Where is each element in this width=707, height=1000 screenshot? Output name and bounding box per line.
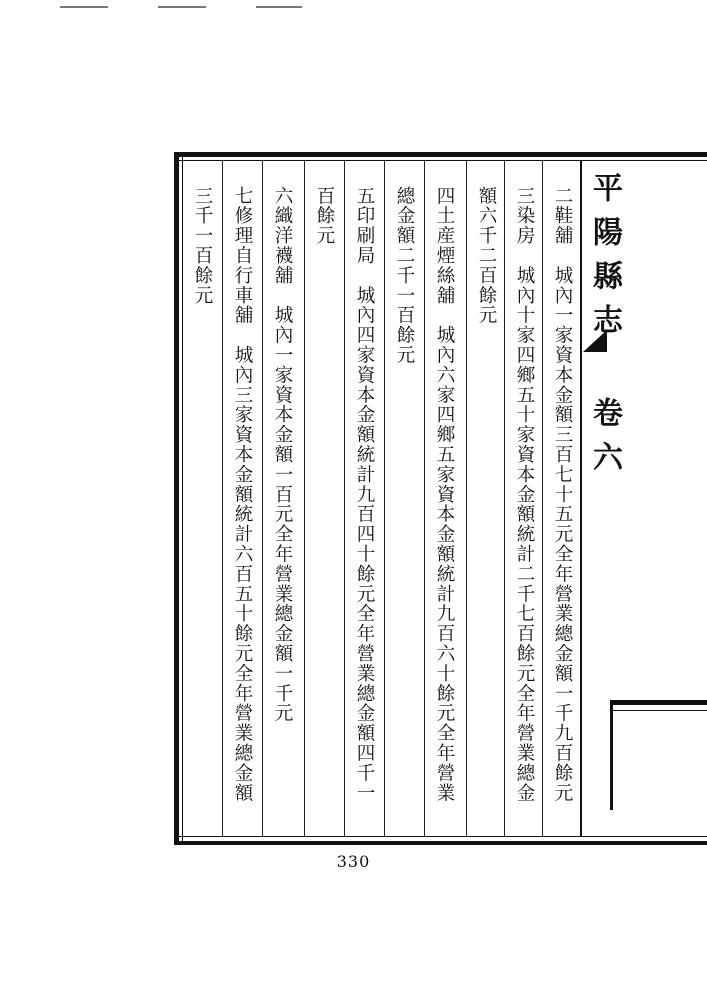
frame-bottom-border — [174, 841, 707, 845]
frame-left-inner-border — [182, 152, 183, 844]
fishtail-mark — [583, 330, 607, 352]
text-column: 七修理自行車舖 城內三家資本金額統計六百五十餘元全年營業總金額 — [232, 186, 253, 803]
column-rule — [424, 160, 425, 836]
text-column: 五印刷局 城內四家資本金額統計九百四十餘元全年營業總金額四千一 — [354, 186, 375, 803]
column-rule — [504, 160, 505, 836]
frame-bottom-inner-border — [174, 836, 707, 837]
text-column: 三染房 城內十家四鄉五十家資本金額統計二千七百餘元全年營業總金 — [514, 186, 535, 803]
top-rule-3 — [256, 6, 302, 8]
top-rule-1 — [60, 6, 108, 8]
column-rule — [344, 160, 345, 836]
text-column: 六織洋襪舖 城內一家資本金額一百元全年營業總金額一千元 — [272, 186, 293, 724]
banxin-lower-bracket — [610, 700, 613, 810]
page-number: 330 — [336, 852, 371, 871]
text-column: 總金額二千一百餘元 — [394, 186, 415, 366]
frame-left-border — [174, 152, 179, 844]
column-rule — [466, 160, 467, 836]
banxin-lower-rule — [610, 700, 707, 705]
column-rule — [262, 160, 263, 836]
banxin-lower-thin-rule — [610, 710, 707, 711]
column-rule — [222, 160, 223, 836]
banxin-title: 平陽縣志 卷六 — [587, 172, 622, 485]
column-rule — [304, 160, 305, 836]
column-rule — [542, 160, 543, 836]
text-column: 額六千二百餘元 — [476, 186, 497, 326]
text-column: 百餘元 — [314, 186, 335, 246]
banxin-divider — [580, 160, 582, 836]
top-rule-2 — [158, 6, 206, 8]
frame-top-border — [174, 152, 707, 157]
text-column: 四土産煙絲舖 城內六家四鄉五家資本金額統計九百六十餘元全年營業 — [434, 186, 455, 803]
text-column: 三千一百餘元 — [192, 186, 213, 306]
column-rule — [384, 160, 385, 836]
frame-top-inner-border — [174, 160, 707, 161]
text-column: 二鞋舖 城內一家資本金額三百七十五元全年營業總金額一千九百餘元 — [552, 186, 573, 803]
